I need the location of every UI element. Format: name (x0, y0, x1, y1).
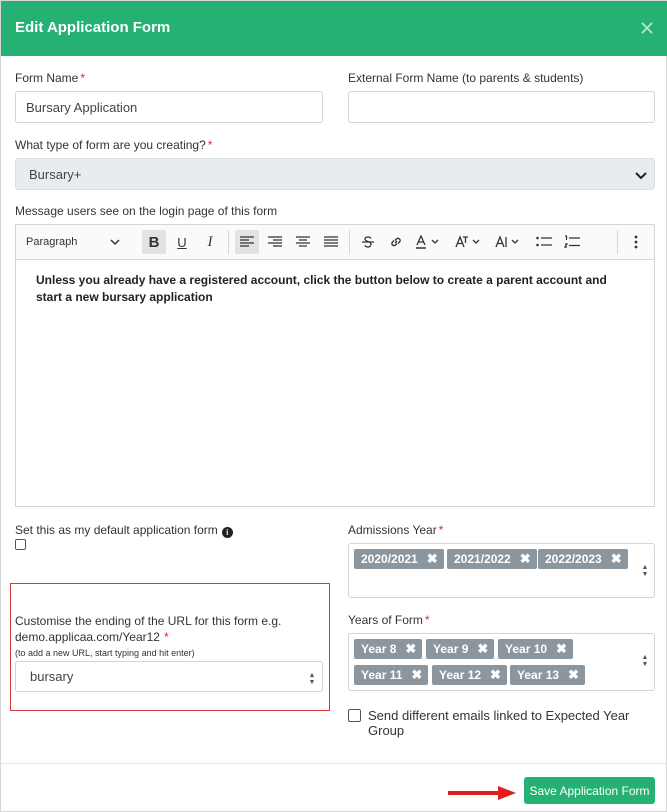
toolbar-separator (349, 230, 350, 254)
italic-button[interactable]: I (207, 233, 213, 250)
remove-tag-icon[interactable]: ✖ (405, 641, 417, 656)
tag-label: Year 11 (361, 668, 403, 682)
modal-title: Edit Application Form (15, 19, 171, 36)
years-of-form-multiselect[interactable] (348, 633, 655, 691)
years-of-form-label-text: Years of Form (348, 613, 423, 627)
form-type-select[interactable] (15, 158, 655, 190)
send-emails-label-line1: Send different emails linked to Expected Year (368, 708, 630, 723)
chevron-down-icon (110, 237, 120, 247)
default-form-label (15, 523, 233, 538)
years-of-form-label (348, 613, 430, 627)
form-name-label (15, 71, 85, 85)
strikethrough-icon[interactable] (356, 230, 380, 254)
remove-tag-icon[interactable]: ✖ (490, 667, 501, 682)
message-editor[interactable] (15, 259, 655, 507)
message-label: Message users see on the login page of this form (15, 204, 278, 218)
admissions-year-label-text: Admissions Year (348, 523, 437, 537)
form-name-value: Bursary Application (26, 99, 138, 115)
more-options-icon[interactable] (624, 230, 648, 254)
align-center-icon[interactable] (291, 230, 315, 254)
updown-icon: ▲ ▼ (641, 654, 649, 668)
external-form-name-input[interactable] (348, 91, 655, 123)
required-mark: * (207, 138, 213, 152)
tag-admissions-year (354, 549, 444, 569)
remove-tag-icon[interactable]: ✖ (568, 667, 579, 682)
tag-label: 2022/2023 (545, 552, 602, 566)
save-application-form-button[interactable]: Save Application Form (524, 777, 655, 804)
default-form-label-text: Set this as my default application form (15, 523, 218, 537)
form-type-selected: Bursary+ (29, 166, 82, 182)
url-ending-input[interactable] (15, 661, 323, 692)
red-arrow-icon (448, 785, 518, 801)
paragraph-label: Paragraph (26, 236, 78, 248)
admissions-year-multiselect[interactable] (348, 543, 655, 598)
tag-label: Year 8 (361, 642, 397, 656)
font-color-icon[interactable] (412, 230, 448, 254)
send-emails-checkbox[interactable] (348, 709, 361, 722)
info-icon[interactable]: i (222, 527, 233, 538)
toolbar-separator (617, 230, 618, 254)
chevron-down-icon (634, 168, 648, 182)
tag-year-of-form (432, 665, 507, 685)
tag-label: Year 12 (439, 668, 482, 682)
required-mark: * (424, 613, 430, 627)
tag-label: 2021/2022 (454, 552, 511, 566)
tag-admissions-year (447, 549, 537, 569)
required-mark: * (163, 630, 169, 644)
font-size-icon[interactable] (452, 230, 488, 254)
tag-admissions-year (538, 549, 628, 569)
message-content: Unless you already have a registered account, click the button below to create a parent account and start a new bursary application (36, 273, 607, 304)
tag-year-of-form (426, 639, 494, 659)
external-form-name-label: External Form Name (to parents & students) (348, 71, 584, 85)
remove-tag-icon[interactable]: ✖ (477, 641, 489, 656)
remove-tag-icon[interactable]: ✖ (426, 551, 438, 566)
tag-year-of-form (498, 639, 573, 659)
url-ending-label-line1: Customise the ending of the URL for this form e.g. (15, 614, 282, 628)
send-emails-label-line2: Group (368, 723, 405, 738)
text-transform-icon[interactable] (492, 230, 528, 254)
align-left-icon[interactable] (235, 230, 259, 254)
tag-year-of-form (354, 665, 428, 685)
link-icon[interactable] (384, 230, 408, 254)
tag-year-of-form (510, 665, 585, 685)
default-form-checkbox[interactable] (15, 539, 26, 550)
underline-button[interactable]: U (177, 234, 187, 250)
required-mark: * (438, 523, 444, 537)
form-name-input[interactable] (15, 91, 323, 123)
updown-icon: ▲ ▼ (308, 672, 316, 686)
numbered-list-icon[interactable] (560, 230, 584, 254)
remove-tag-icon[interactable]: ✖ (556, 641, 567, 656)
url-ending-value: bursary (30, 669, 74, 684)
align-right-icon[interactable] (263, 230, 287, 254)
url-ending-label (15, 613, 281, 645)
bulleted-list-icon[interactable] (532, 230, 556, 254)
tag-year-of-form (354, 639, 422, 659)
url-ending-hint: (to add a new URL, start typing and hit enter) (15, 648, 195, 658)
form-type-label-text: What type of form are you creating? (15, 138, 206, 152)
close-icon[interactable] (640, 21, 654, 35)
remove-tag-icon[interactable]: ✖ (519, 551, 531, 566)
url-ending-label-line2: demo.applicaa.com/Year12 (15, 630, 160, 644)
align-justify-icon[interactable] (319, 230, 343, 254)
admissions-year-label (348, 523, 443, 537)
tag-label: Year 13 (517, 668, 560, 682)
remove-tag-icon[interactable]: ✖ (610, 551, 622, 566)
tag-label: 2020/2021 (361, 552, 418, 566)
form-type-label (15, 138, 212, 152)
footer-divider (1, 763, 667, 764)
editor-toolbar (15, 224, 655, 259)
required-mark: * (80, 71, 86, 85)
tag-label: Year 10 (505, 642, 548, 656)
tag-label: Year 9 (433, 642, 469, 656)
form-name-label-text: Form Name (15, 71, 79, 85)
updown-icon: ▲ ▼ (641, 564, 649, 578)
paragraph-dropdown[interactable] (16, 230, 128, 254)
send-emails-label (368, 708, 629, 738)
bold-button[interactable]: B (142, 230, 166, 254)
modal-header (1, 1, 667, 56)
toolbar-separator (228, 230, 229, 254)
remove-tag-icon[interactable]: ✖ (411, 667, 423, 682)
